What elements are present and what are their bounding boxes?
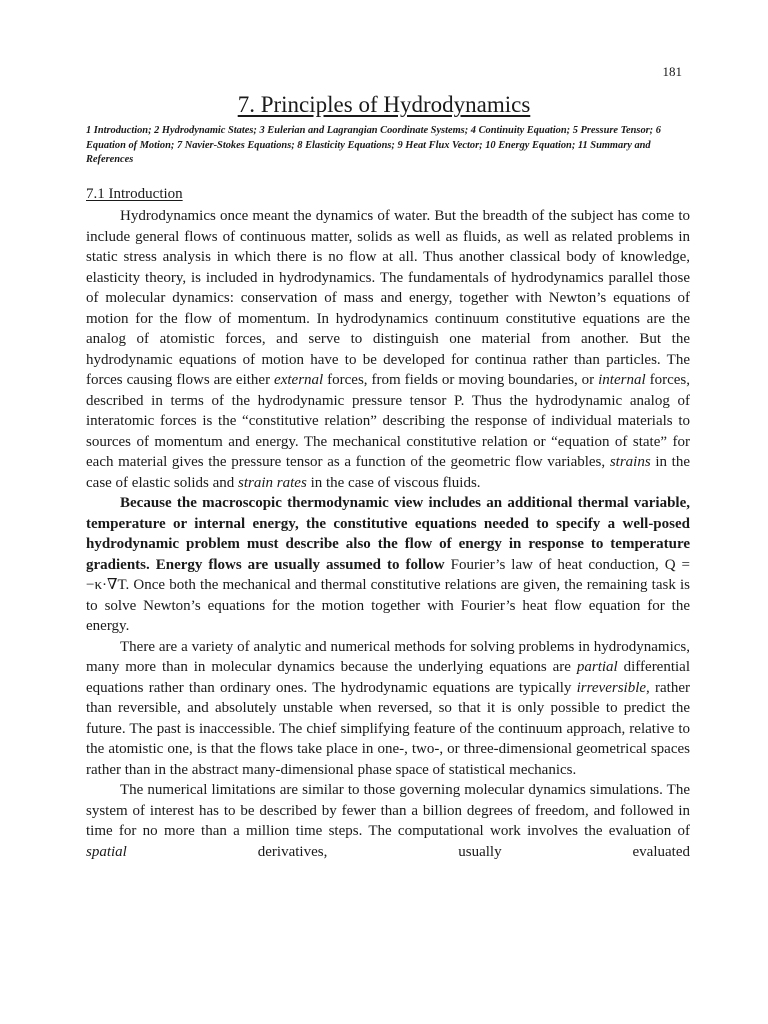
p1-text-5: in the case of viscous fluids. (306, 474, 481, 491)
p1-emphasis-3: strains (609, 454, 651, 470)
paragraph-2 (86, 493, 690, 637)
chapter-contents: 1 Introduction; 2 Hydrodynamic States; 3 Eulerian and Lagrangian Coordinate Systems; 4 Continuity Equation; 5 Pressure Tensor; 6 Equation of Motion; 7 Navier-Stokes Equations; 8 Elasticity Equations; 9 Heat Flux Vector; 10 Energy Equation; 11 Summary and References (86, 125, 661, 165)
p1-emphasis-4: strain rates (238, 474, 307, 491)
p3-text-2: differential equations rather than ordinary ones. The hydrodynamic equations are typically (86, 659, 691, 696)
body-text (86, 206, 690, 862)
p1-emphasis-1: external (274, 372, 324, 388)
p4-emphasis-1: spatial (86, 843, 127, 860)
p3-text-1: There are a variety of analytic and numerical methods for solving problems in hydrodynamics, many more than in molecular dynamics because the underlying equations are (86, 638, 690, 675)
p1-emphasis-2: internal (598, 372, 646, 388)
p3-emphasis-1: partial (576, 659, 618, 675)
page-number: 181 (662, 64, 682, 79)
p3-text-3: , rather than reversible, and absolutely unstable when reversed, so that it is only possible to predict the future. The past is inaccessible. The chief simplifying feature of the continuum approach, relative to the atomistic one, is that the flows take place in one-, two-, or three-dimensional geometrical spaces rather than in the abstract many-dimensional phase space of statistical mechanics. (86, 679, 690, 778)
paragraph-1 (86, 206, 690, 493)
p2-text: Fourier’s law of heat conduction, Q = −κ·∇T. Once both the mechanical and thermal constitutive relations are given, the remaining task is to solve Newton’s equations for the motion together with Fourier’s heat flow equation for the energy. (86, 556, 690, 634)
p2-bold-text: Because the macroscopic thermodynamic view includes an additional thermal variable, temperature or internal energy, the constitutive equations needed to specify a well-posed hydrodynamic problem must describe also the flow of energy in response to temperature gradients. Energy flows are usually assumed to follow (86, 495, 690, 573)
p4-text-2: derivatives, usually evaluated (126, 843, 690, 860)
p1-text-4: in the case of elastic solids and (86, 454, 690, 491)
p1-text-1: Hydrodynamics once meant the dynamics of water. But the breadth of the subject has come to include general flows of continuous matter, solids as well as fluids, as well as related problems in static stress analysis in which there is no flow at all. Thus another classical body of knowledge, elasticity theory, is included in hydrodynamics. The fundamentals of hydrodynamics parallel those of molecular dynamics: conservation of mass and energy, together with Newton’s equations of motion for the flow of momentum. In hydrodynamics continuum constitutive equations are the analog of atomistic forces, and serve to distinguish one material from another. But the hydrodynamic equations of motion have to be developed for continua rather than particles. The forces causing flows are either (86, 208, 690, 388)
p4-text-1: The numerical limitations are similar to those governing molecular dynamics simulations. The system of interest has to be described by fewer than a billion degrees of freedom, and followed in time for no more than a million time steps. The computational work involves the evaluation of (86, 782, 690, 839)
section-heading: 7.1 Introduction (86, 186, 183, 202)
p3-emphasis-2: irreversible (576, 679, 647, 696)
paragraph-3 (86, 637, 690, 781)
paragraph-4 (86, 780, 690, 862)
chapter-title: 7. Principles of Hydrodynamics (237, 92, 531, 117)
p1-text-2: forces, from fields or moving boundaries, or (323, 372, 599, 388)
p1-text-3: forces, described in terms of the hydrodynamic pressure tensor P. Thus the hydrodynamic analog of interatomic forces is the “constitutive relation” describing the response of individual materials to sources of momentum and energy. The mechanical constitutive relation or “equation of state” for each material gives the pressure tensor as a function of the geometric flow variables, (86, 372, 690, 470)
